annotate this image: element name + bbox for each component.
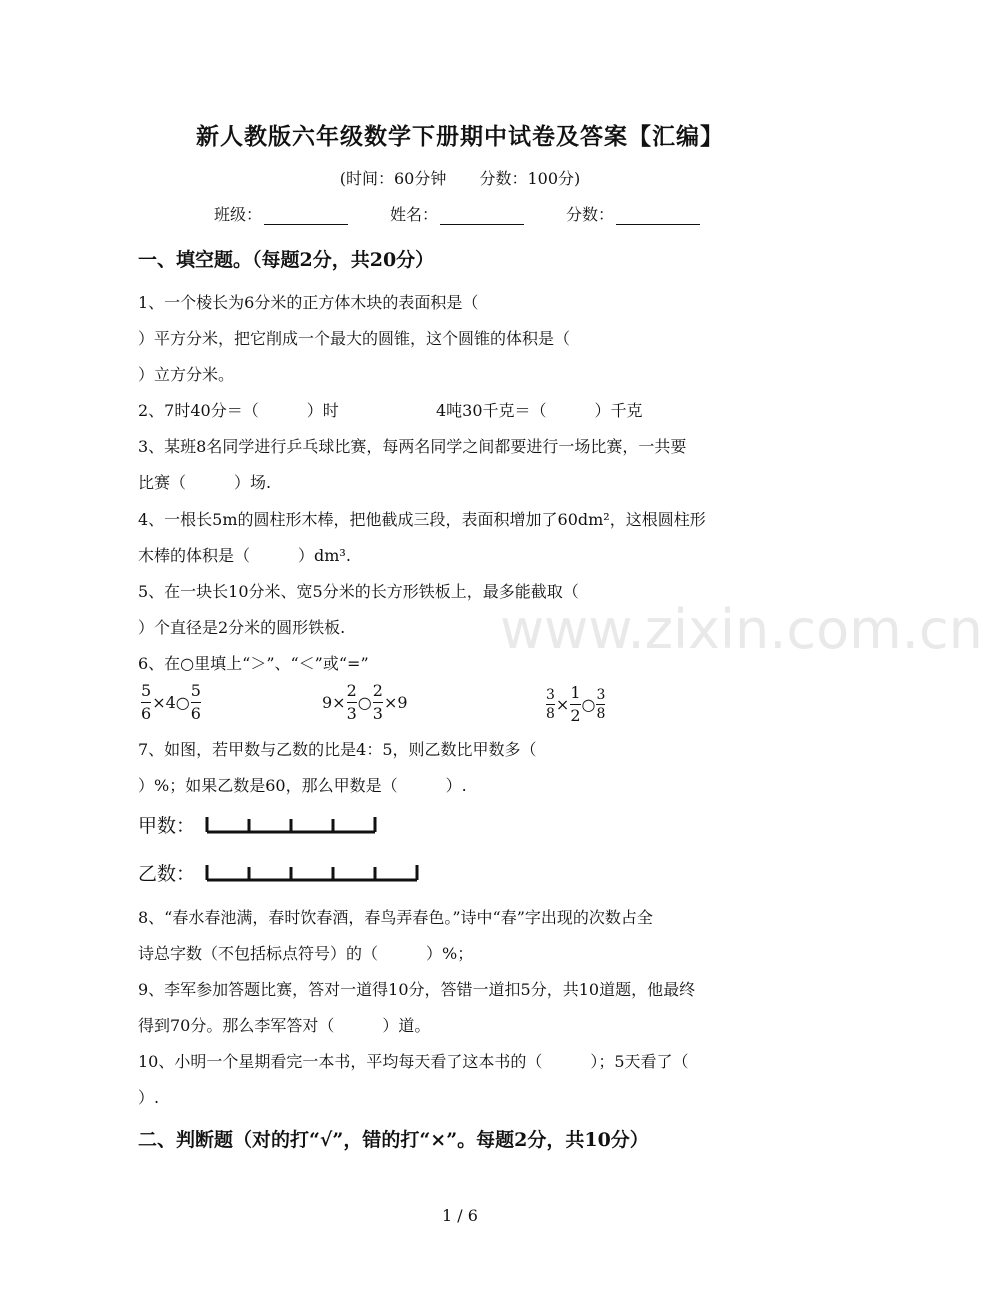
exam-meta (0, 166, 920, 189)
expr-operator: × (555, 695, 570, 714)
jia-label: 甲数： (138, 815, 196, 837)
score-label: 分数： (566, 205, 615, 224)
fraction: $\frac{5}{6}$ (141, 681, 152, 723)
q7-line-1: 7、如图，若甲数与乙数的比是4：5，则乙数比甲数多（ (138, 740, 537, 759)
q1-line-3: ）立方分米。 (138, 365, 235, 384)
q6-expression-1 (140, 683, 202, 722)
exam-time: (时间：60分钟 (339, 169, 447, 188)
q2-part-a: 2、7时40分＝（ ）时 (138, 401, 339, 420)
yi-label: 乙数： (138, 863, 196, 885)
q9-line-1: 9、李军参加答题比赛，答对一道得10分，答错一道扣5分，共10道题，他最终 (138, 980, 696, 999)
expr-suffix: ×9 (383, 693, 408, 712)
q1-line-1: 1、一个棱长为6分米的正方体木块的表面积是（ (138, 293, 479, 312)
score-blank (616, 208, 700, 225)
q6-expression-3 (545, 685, 606, 724)
watermark: www.zixin.com.cn (500, 598, 983, 661)
q6-line: 6、在○里填上“＞”、“＜”或“=” (138, 654, 369, 673)
q4-line-2: 木棒的体积是（ ）dm³. (138, 546, 351, 565)
expr-operator: ×4○ (152, 693, 190, 712)
q10-line-1: 10、小明一个星期看完一本书，平均每天看了这本书的（ ）；5天看了（ (138, 1052, 689, 1071)
section-2-heading: 二、判断题（对的打“√”，错的打“×”。每题2分，共10分） (138, 1129, 649, 1151)
page-number: 1 / 6 (442, 1206, 478, 1225)
yi-segment-bar (204, 860, 426, 884)
q8-line-1: 8、“春水春池满，春时饮春酒，春鸟弄春色。”诗中“春”字出现的次数占全 (138, 908, 653, 927)
q10-line-2: ）. (138, 1088, 160, 1107)
class-blank (264, 208, 348, 225)
expr-operator: ○ (581, 695, 596, 714)
q9-line-2: 得到70分。那么李军答对（ ）道。 (138, 1016, 431, 1035)
q3-line-2: 比赛（ ）场. (138, 473, 272, 492)
jia-segment-bar (204, 812, 384, 836)
name-label: 姓名： (390, 205, 439, 224)
expr-operator: ○ (357, 693, 372, 712)
fraction: $\frac{1}{2}$ (570, 683, 581, 725)
score-field (566, 202, 700, 225)
class-field (214, 202, 348, 225)
q2-part-b: 4吨30千克＝（ ）千克 (436, 401, 643, 420)
q7-line-2: ）%；如果乙数是60，那么甲数是（ ）. (138, 776, 467, 795)
q3-line-1: 3、某班8名同学进行乒乓球比赛，每两名同学之间都要进行一场比赛，一共要 (138, 437, 687, 456)
fraction: $\frac{2}{3}$ (372, 681, 383, 723)
page-title: 新人教版六年级数学下册期中试卷及答案【汇编】 (196, 123, 724, 150)
class-label: 班级： (214, 205, 263, 224)
name-blank (440, 208, 524, 225)
expr-prefix: 9× (322, 693, 346, 712)
exam-total-score: 分数：100分) (479, 169, 581, 188)
section-1-heading: 一、填空题。（每题2分，共20分） (138, 249, 435, 271)
fraction: $\frac{5}{6}$ (190, 681, 201, 723)
q1-line-2: ）平方分米，把它削成一个最大的圆锥，这个圆锥的体积是（ (138, 329, 571, 348)
fraction: $\frac{3}{8}$ (596, 687, 606, 722)
fraction: $\frac{3}{8}$ (546, 687, 555, 722)
q4-line-1: 4、一根长5m的圆柱形木棒，把他截成三段，表面积增加了60dm²，这根圆柱形 (138, 510, 706, 529)
name-field (390, 202, 524, 225)
q6-expression-2 (322, 683, 408, 722)
q5-line-2: ）个直径是2分米的圆形铁板. (138, 618, 346, 637)
q5-line-1: 5、在一块长10分米、宽5分米的长方形铁板上，最多能截取（ (138, 582, 579, 601)
q8-line-2: 诗总字数（不包括标点符号）的（ ）%； (138, 944, 474, 963)
fraction: $\frac{2}{3}$ (346, 681, 357, 723)
